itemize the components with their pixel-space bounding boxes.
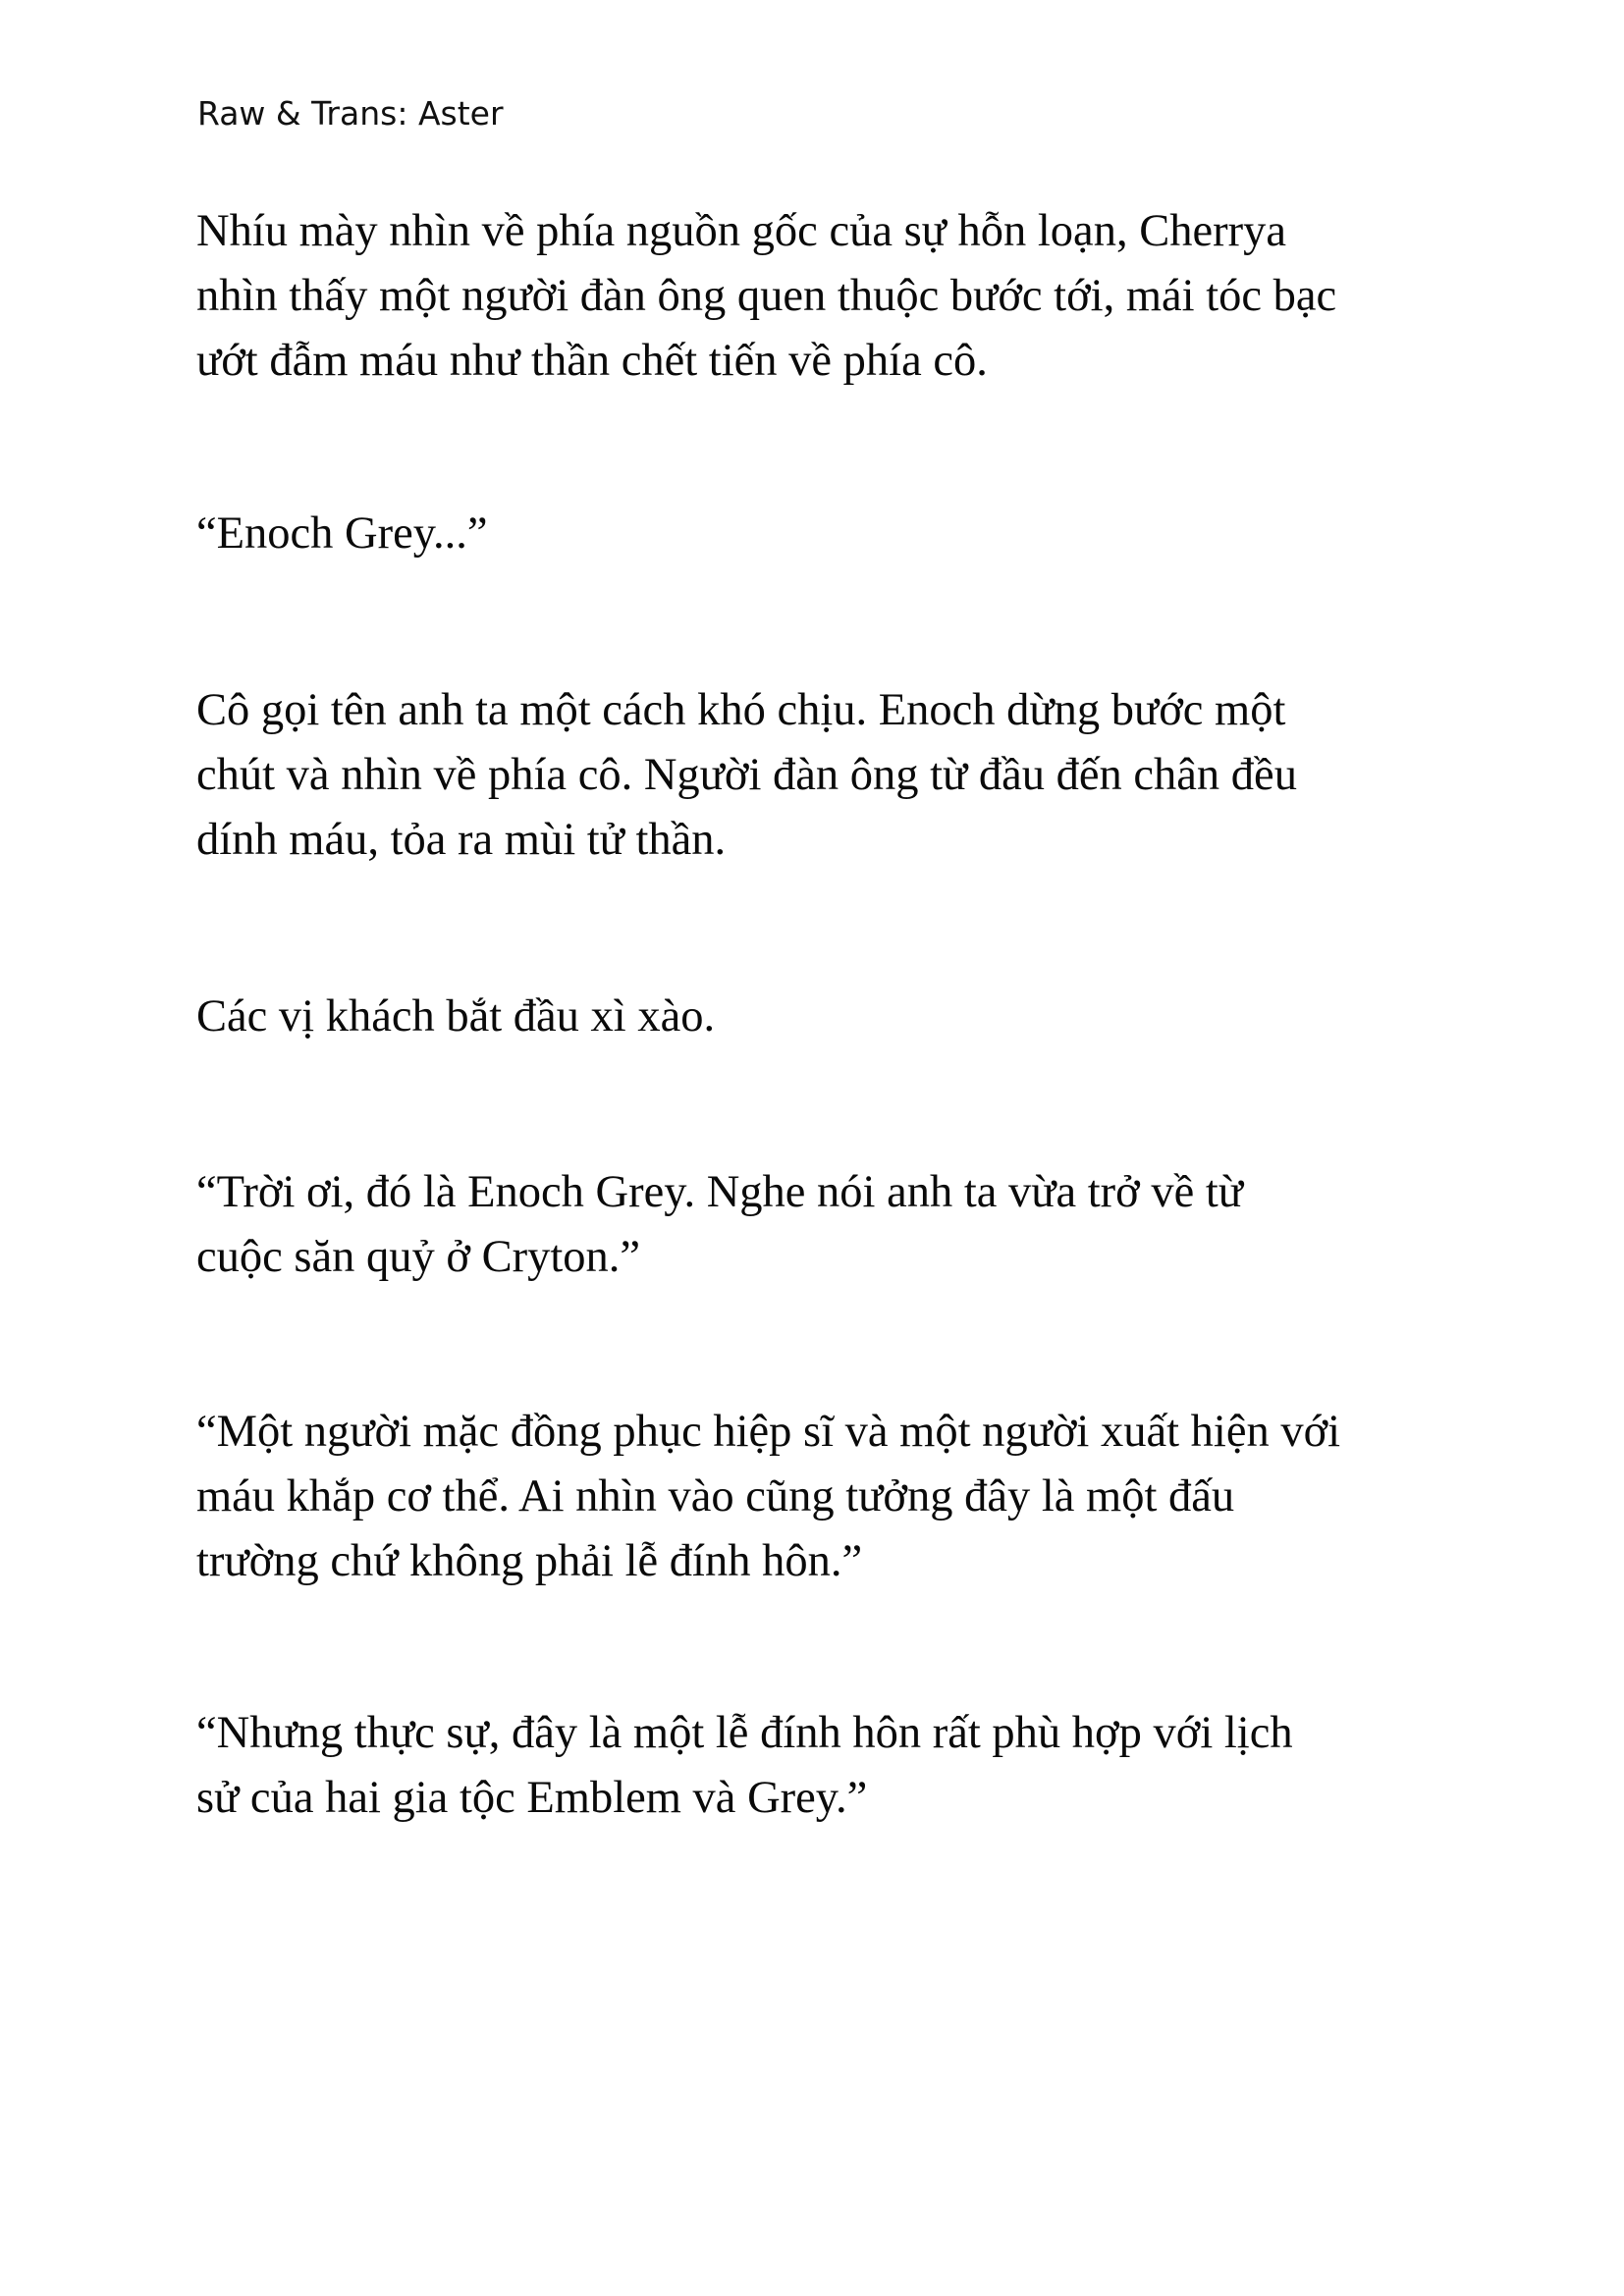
text-line: “Trời ơi, đó là Enoch Grey. Nghe nói anh ta vừa trở về từ bbox=[196, 1167, 1244, 1217]
text-line: “Một người mặc đồng phục hiệp sĩ và một người xuất hiện với bbox=[196, 1407, 1341, 1457]
text-line: Các vị khách bắt đầu xì xào. bbox=[196, 991, 716, 1041]
text-line: Cô gọi tên anh ta một cách khó chịu. Enoch dừng bước một bbox=[196, 685, 1286, 735]
text-line: cuộc săn quỷ ở Cryton.” bbox=[196, 1232, 641, 1282]
paragraph-dialogue-3 bbox=[196, 1400, 1463, 1594]
paragraph-spacer bbox=[196, 1594, 1463, 1701]
translator-credit-header: Raw & Trans: Aster bbox=[197, 94, 504, 133]
text-line: “Nhưng thực sự, đây là một lễ đính hôn rất phù hợp với lịch bbox=[196, 1708, 1293, 1758]
text-line: “Enoch Grey...” bbox=[196, 508, 488, 559]
text-line: nhìn thấy một người đàn ông quen thuộc bước tới, mái tóc bạc bbox=[196, 271, 1337, 321]
paragraph-spacer bbox=[196, 566, 1463, 678]
text-line: ướt đẫm máu như thần chết tiến về phía cô. bbox=[196, 336, 988, 386]
text-line: sử của hai gia tộc Emblem và Grey.” bbox=[196, 1773, 868, 1823]
text-line: trường chứ không phải lễ đính hôn.” bbox=[196, 1536, 863, 1586]
paragraph-spacer bbox=[196, 873, 1463, 985]
paragraph-narration-3 bbox=[196, 985, 1463, 1049]
paragraph-spacer bbox=[196, 1290, 1463, 1400]
text-line: Nhíu mày nhìn về phía nguồn gốc của sự hỗn loạn, Cherrya bbox=[196, 206, 1286, 256]
text-line: máu khắp cơ thể. Ai nhìn vào cũng tưởng đây là một đấu bbox=[196, 1471, 1235, 1522]
story-body bbox=[196, 199, 1463, 1831]
text-line: dính máu, tỏa ra mùi tử thần. bbox=[196, 815, 727, 865]
paragraph-dialogue-4 bbox=[196, 1701, 1463, 1831]
paragraph-dialogue-2 bbox=[196, 1160, 1463, 1290]
text-line: chút và nhìn về phía cô. Người đàn ông từ đầu đến chân đều bbox=[196, 750, 1297, 800]
paragraph-narration-1 bbox=[196, 199, 1463, 394]
paragraph-narration-2 bbox=[196, 678, 1463, 873]
paragraph-spacer bbox=[196, 394, 1463, 502]
paragraph-dialogue-1 bbox=[196, 502, 1463, 566]
paragraph-spacer bbox=[196, 1049, 1463, 1160]
